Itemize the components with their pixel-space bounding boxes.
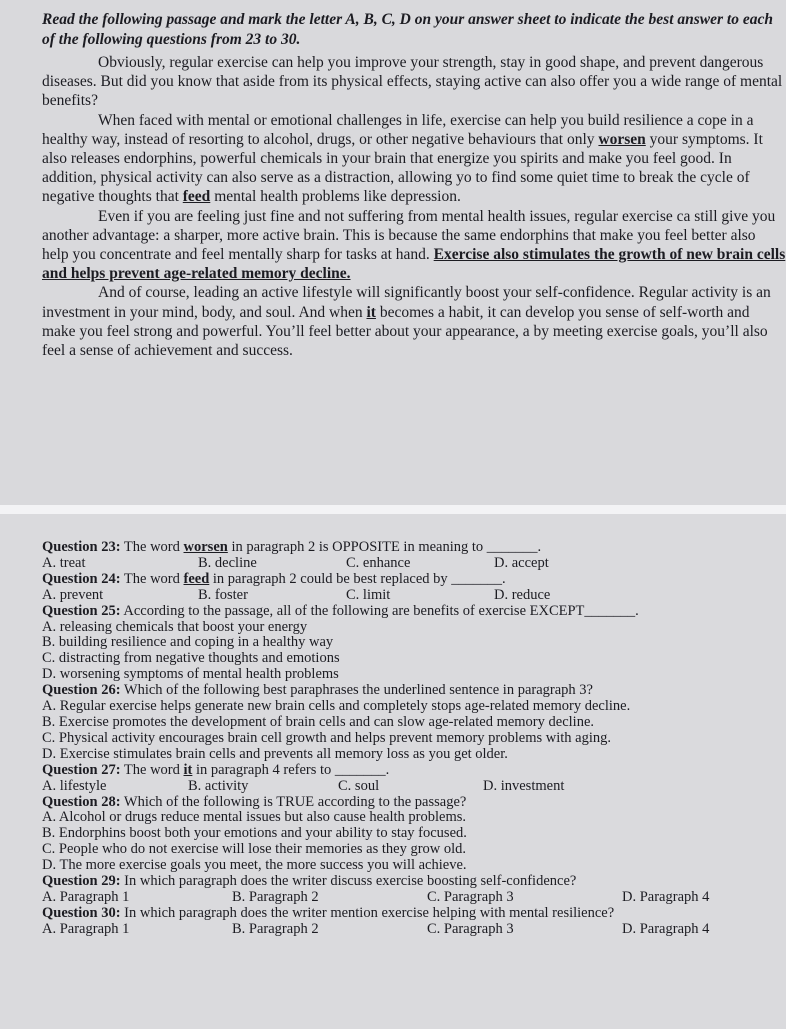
option-b: B. Paragraph 2 (232, 920, 319, 937)
option-d: D. Exercise stimulates brain cells and prevents all memory loss as you get older. (42, 745, 508, 762)
option-d: D. The more exercise goals you meet, the more success you will achieve. (42, 857, 467, 874)
question-24-post: in paragraph 2 could be best replaced by _______. (209, 570, 506, 587)
option-b: B. Paragraph 2 (232, 888, 319, 905)
option-a: A. lifestyle (42, 777, 107, 794)
option-d: D. investment (483, 777, 565, 794)
option-a: A. prevent (42, 586, 104, 603)
option-b: B. foster (198, 586, 248, 603)
question-24-label: Question 24: (42, 570, 121, 587)
option-a: A. Alcohol or drugs reduce mental issues but also cause health problems. (42, 809, 467, 826)
option-c: C. Physical activity encourages brain cell growth and helps prevent memory problems with aging. (42, 729, 611, 746)
question-23-options (42, 556, 772, 572)
question-29 (42, 874, 772, 890)
paragraph-4-part-b: becomes a habit, it can develop you sense of self-worth and make you feel strong and powerful. You’ll feel better about your appearance, a by meeting exercise goals, you’ll also feel a sense of achievement and success. (42, 303, 768, 360)
option-a: A. Paragraph 1 (42, 920, 130, 937)
underlined-word-feed: feed (182, 188, 211, 206)
option-a: A. releasing chemicals that boost your energy (42, 618, 308, 635)
option-d: D. Paragraph 4 (622, 888, 710, 905)
paragraph-2-part-c: mental health problems like depression. (210, 188, 461, 206)
question-27-word: it (183, 761, 193, 778)
question-25 (42, 604, 772, 620)
question-26-text: Which of the following best paraphrases the underlined sentence in paragraph 3? (120, 682, 593, 699)
question-24-options (42, 588, 772, 604)
option-b: B. building resilience and coping in a healthy way (42, 634, 334, 651)
option-a: A. Regular exercise helps generate new brain cells and completely stops age-related memory decline. (42, 698, 631, 715)
question-28-label: Question 28: (42, 793, 121, 810)
question-26 (42, 683, 772, 699)
option-c: C. People who do not exercise will lose their memories as they grow old. (42, 841, 467, 858)
question-24-pre: The word (120, 570, 184, 587)
question-27-post: in paragraph 4 refers to _______. (192, 761, 390, 778)
option-c: C. Paragraph 3 (427, 920, 514, 937)
question-28-text: Which of the following is TRUE according to the passage? (120, 793, 467, 810)
question-23-word: worsen (183, 539, 228, 555)
option-c: C. distracting from negative thoughts and emotions (42, 650, 340, 667)
question-24-word: feed (183, 570, 210, 587)
paragraph-4-part-a: And of course, leading an active lifestyle will significantly boost your self-confidence. Regular activity is an investment in your mind, body, and soul. And when (42, 284, 771, 321)
paragraph-1: Obviously, regular exercise can help you improve your strength, stay in good shape, and prevent dangerous diseases. But did you know that aside from its physical effects, staying active can also offer you a wide range of mental benefits? (42, 54, 783, 110)
underlined-word-it: it (366, 303, 376, 321)
option-b: B. decline (198, 554, 257, 571)
question-23-pre: The word (120, 539, 184, 555)
question-29-text: In which paragraph does the writer discuss exercise boosting self-confidence? (120, 873, 577, 890)
question-30-text: In which paragraph does the writer mention exercise helping with mental resilience? (120, 904, 615, 921)
question-25-label: Question 25: (42, 602, 121, 619)
paragraph-2-part-a: When faced with mental or emotional challenges in life, exercise can help you build resilience a cope in a healthy way, instead of resorting to alcohol, drugs, or other negative behaviours that only (42, 111, 754, 148)
option-d: D. accept (494, 554, 549, 571)
option-b: B. activity (188, 777, 249, 794)
option-d: D. Paragraph 4 (622, 920, 710, 937)
question-23 (42, 540, 772, 556)
question-26-label: Question 26: (42, 682, 121, 699)
question-29-label: Question 29: (42, 873, 121, 890)
option-b: B. Endorphins boost both your emotions and your ability to stay focused. (42, 825, 467, 842)
question-list (42, 540, 772, 938)
option-a: A. treat (42, 554, 86, 571)
question-29-options (42, 890, 772, 906)
question-23-post: in paragraph 2 is OPPOSITE in meaning to _______. (227, 539, 542, 555)
paragraph-2-part-b: your symptoms. It also releases endorphins, powerful chemicals in your brain that energize you spirits and make you feel good. In addition, physical activity can also serve as a distraction, allowing yo to find some quiet time to break the cycle of negative thoughts that (42, 130, 763, 206)
option-a: A. Paragraph 1 (42, 888, 130, 905)
option-c: C. limit (346, 586, 391, 603)
question-28 (42, 795, 772, 811)
question-25-text: According to the passage, all of the following are benefits of exercise EXCEPT_______. (120, 602, 639, 619)
page-divider (0, 505, 786, 514)
paragraph-3-part-a: Even if you are feeling just fine and not suffering from mental health issues, regular exercise ca still give you another advantage: a sharper, more active brain. This is because the same endorphins that make you feel better also help you concentrate and feel mentally sharp for tasks at hand. (42, 207, 776, 264)
option-d: D. reduce (494, 586, 551, 603)
option-b: B. Exercise promotes the development of brain cells and can slow age-related memory decline. (42, 713, 595, 730)
question-30 (42, 906, 772, 922)
instructions: Read the following passage and mark the letter A, B, C, D on your answer sheet to indicate the best answer to each of the following questions from 23 to 30. (42, 11, 773, 48)
question-23-label: Question 23: (42, 539, 121, 555)
question-24 (42, 572, 772, 588)
reading-passage (42, 53, 786, 360)
underlined-word-worsen: worsen (598, 130, 646, 148)
paragraph-4 (42, 283, 786, 360)
question-30-label: Question 30: (42, 904, 121, 921)
question-27 (42, 763, 772, 779)
question-30-options (42, 922, 772, 938)
question-27-options (42, 779, 772, 795)
option-c: C. soul (338, 777, 380, 794)
question-27-label: Question 27: (42, 761, 121, 778)
option-c: C. Paragraph 3 (427, 888, 514, 905)
question-27-pre: The word (120, 761, 184, 778)
option-c: C. enhance (346, 554, 411, 571)
underlined-sentence: Exercise also stimulates the growth of new brain cells and helps prevent age-related memory decline. (42, 246, 786, 283)
paragraph-3 (42, 207, 786, 284)
option-d: D. worsening symptoms of mental health problems (42, 666, 339, 683)
paragraph-2 (42, 111, 786, 207)
